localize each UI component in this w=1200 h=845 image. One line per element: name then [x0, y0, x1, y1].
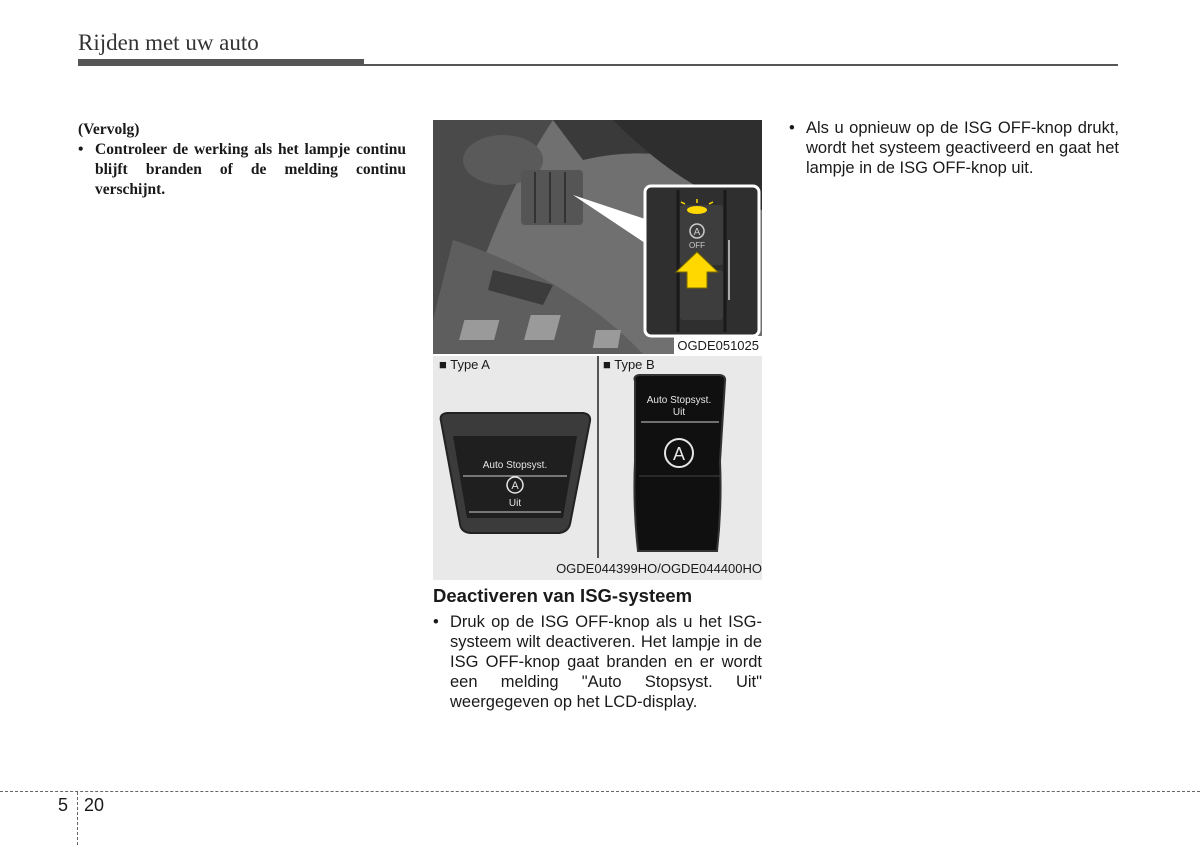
footer-divider: [77, 792, 78, 845]
list-item: [78, 140, 406, 200]
section-heading: Deactiveren van ISG-systeem: [433, 585, 693, 606]
type-a-off-text: Uit: [508, 498, 522, 509]
type-a-label: ■ Type A: [439, 357, 490, 372]
figure-caption: OGDE051025: [674, 336, 762, 355]
type-b-label: ■ Type B: [603, 357, 655, 372]
list-item-text: Als u opnieuw op de ISG OFF-knop drukt, wordt het systeem geactiveerd en gaat het lampje in de ISG OFF-knop uit.: [806, 119, 1119, 177]
bullet-icon: •: [78, 141, 84, 158]
continued-label: (Vervolg): [78, 121, 140, 138]
isg-off-text: OFF: [689, 241, 705, 250]
figure-caption-2: OGDE044399HO/OGDE044400HO: [556, 561, 762, 576]
page-number: 20: [84, 795, 105, 815]
isg-symbol: A: [693, 227, 701, 238]
footer-rule: [0, 791, 1200, 792]
dashboard-illustration: [433, 120, 762, 354]
continued-section: [78, 120, 406, 200]
list-item: [789, 118, 1119, 178]
type-a-symbol: A: [511, 480, 519, 492]
display-types-figure: [433, 356, 762, 580]
dashboard-photo: [433, 120, 762, 354]
page-header-title: Rijden met uw auto: [78, 30, 259, 55]
column-three: [789, 118, 1119, 178]
type-a-display-text: Auto Stopsyst.: [482, 460, 548, 471]
bullet-icon: •: [433, 613, 439, 631]
section-body: [433, 612, 762, 712]
header-rule: [78, 64, 1118, 66]
list-item: [433, 612, 762, 712]
type-b-off-text: Uit: [672, 407, 686, 418]
type-b-symbol: A: [672, 444, 686, 464]
list-item-text: Druk op de ISG OFF-knop als u het ISG-systeem wilt deactiveren. Het lampje in de ISG OFF-knop gaat branden en er wordt een melding "Auto Stopsyst. Uit" weergegeven op het LCD-display.: [450, 613, 762, 711]
display-illustrations: [433, 356, 762, 558]
chapter-number: 5: [58, 795, 69, 815]
list-item-text: Controleer de werking als het lampje continu blijft branden of de melding continu verschijnt.: [95, 141, 406, 198]
type-b-display-text: Auto Stopsyst.: [646, 395, 712, 406]
bullet-icon: •: [789, 119, 795, 137]
